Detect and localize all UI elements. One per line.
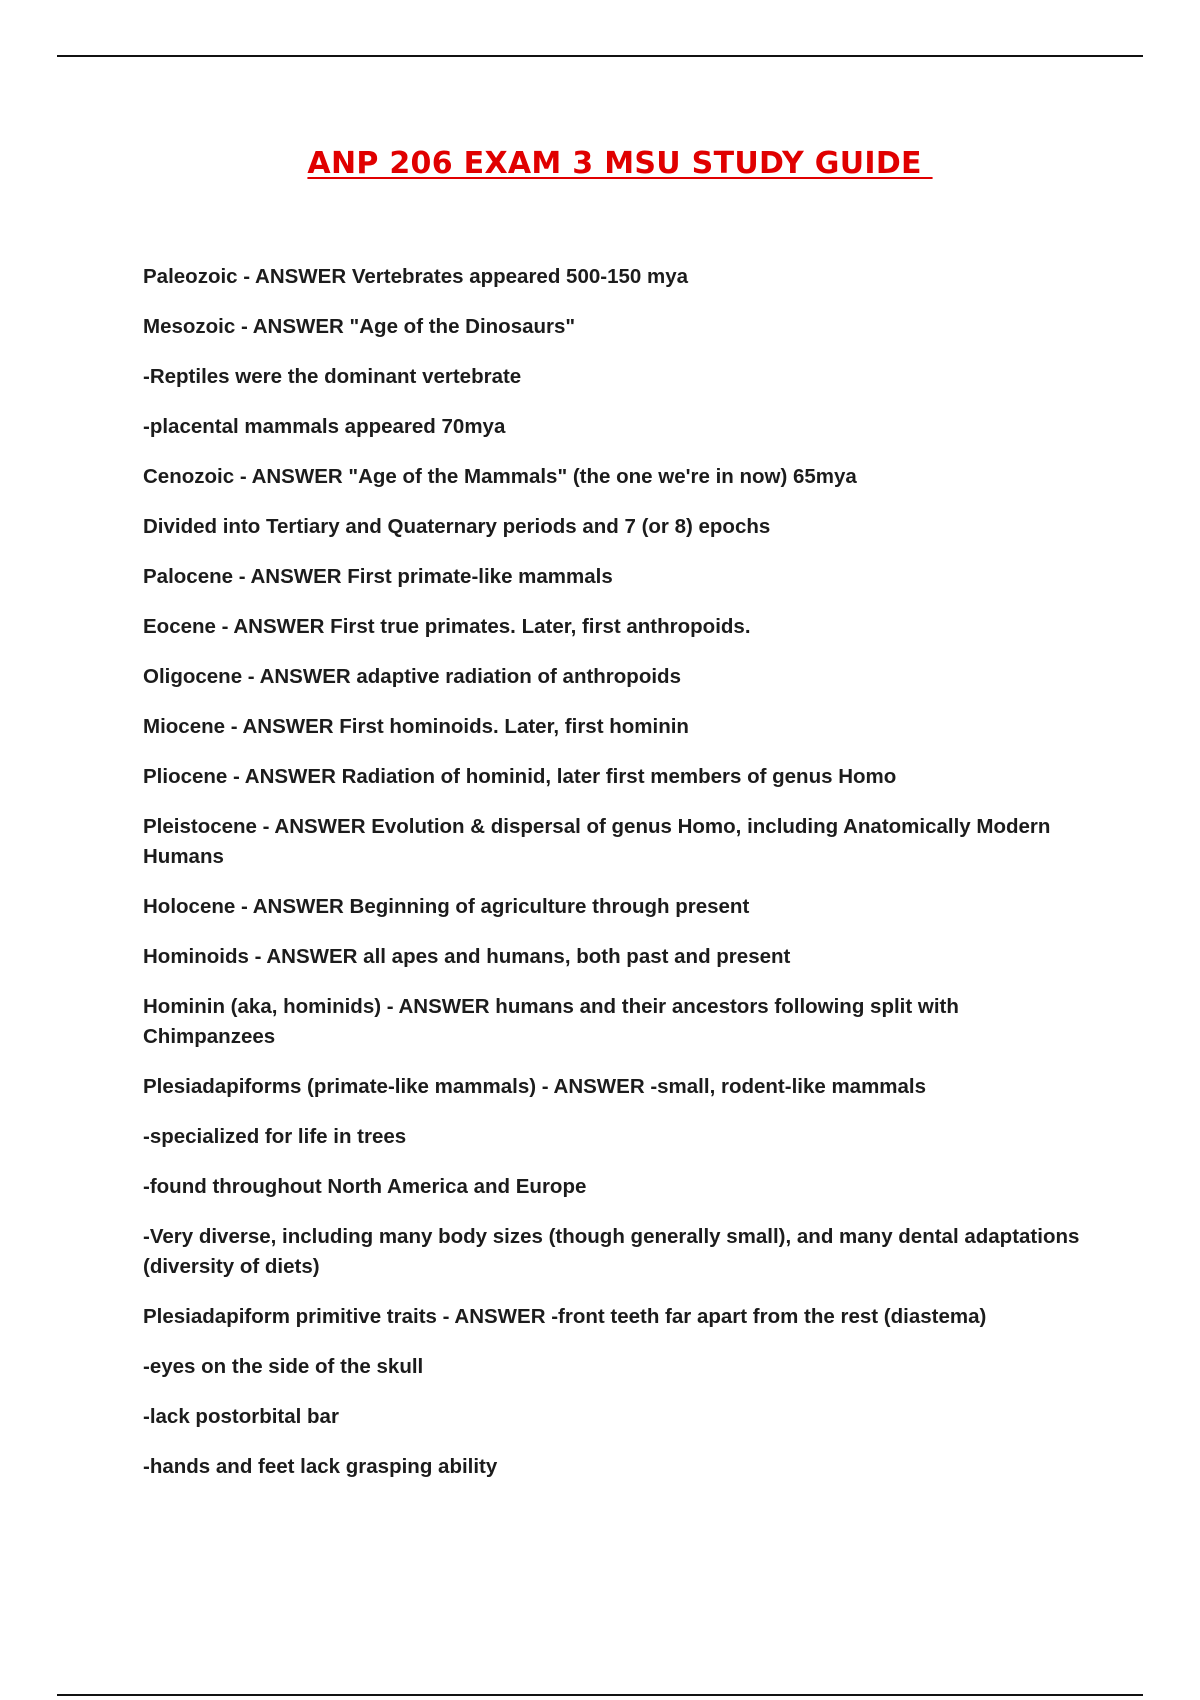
text-line: -eyes on the side of the skull (143, 1355, 424, 1378)
text-line: Cenozoic - ANSWER "Age of the Mammals" (the one we're in now) 65mya (143, 465, 857, 488)
text-line: Divided into Tertiary and Quaternary periods and 7 (or 8) epochs (143, 515, 771, 538)
text-line: -specialized for life in trees (143, 1125, 407, 1148)
bottom-rule (57, 1694, 1143, 1696)
text-line: Pleistocene - ANSWER Evolution & dispersal of genus Homo, including Anatomically Modern Humans (143, 815, 1051, 868)
text-line: -placental mammals appeared 70mya (143, 415, 506, 438)
text-line: -hands and feet lack grasping ability (143, 1455, 498, 1478)
document-body (143, 262, 1093, 1502)
text-line: -Very diverse, including many body sizes (though generally small), and many dental adaptations (diversity of diets) (143, 1225, 1080, 1278)
text-line: Oligocene - ANSWER adaptive radiation of anthropoids (143, 665, 681, 688)
text-line: -found throughout North America and Europe (143, 1175, 587, 1198)
document-title: ANP 206 EXAM 3 MSU STUDY GUIDE (307, 146, 933, 181)
text-line: Holocene - ANSWER Beginning of agriculture through present (143, 895, 750, 918)
text-line: Eocene - ANSWER First true primates. Later, first anthropoids. (143, 615, 751, 638)
text-line: Plesiadapiform primitive traits - ANSWER -front teeth far apart from the rest (diastema) (143, 1305, 987, 1328)
text-line: -Reptiles were the dominant vertebrate (143, 365, 522, 388)
text-line: Pliocene - ANSWER Radiation of hominid, later first members of genus Homo (143, 765, 897, 788)
text-line: Paleozoic - ANSWER Vertebrates appeared 500-150 mya (143, 265, 689, 288)
text-line: -lack postorbital bar (143, 1405, 339, 1428)
text-line: Plesiadapiforms (primate-like mammals) - ANSWER -small, rodent-like mammals (143, 1075, 927, 1098)
text-line: Hominoids - ANSWER all apes and humans, both past and present (143, 945, 791, 968)
text-line: Hominin (aka, hominids) - ANSWER humans and their ancestors following split with Chimpanzees (143, 995, 959, 1048)
top-rule (57, 55, 1143, 57)
text-line: Palocene - ANSWER First primate-like mammals (143, 565, 613, 588)
text-line: Miocene - ANSWER First hominoids. Later, first hominin (143, 715, 689, 738)
text-line: Mesozoic - ANSWER "Age of the Dinosaurs" (143, 315, 576, 338)
